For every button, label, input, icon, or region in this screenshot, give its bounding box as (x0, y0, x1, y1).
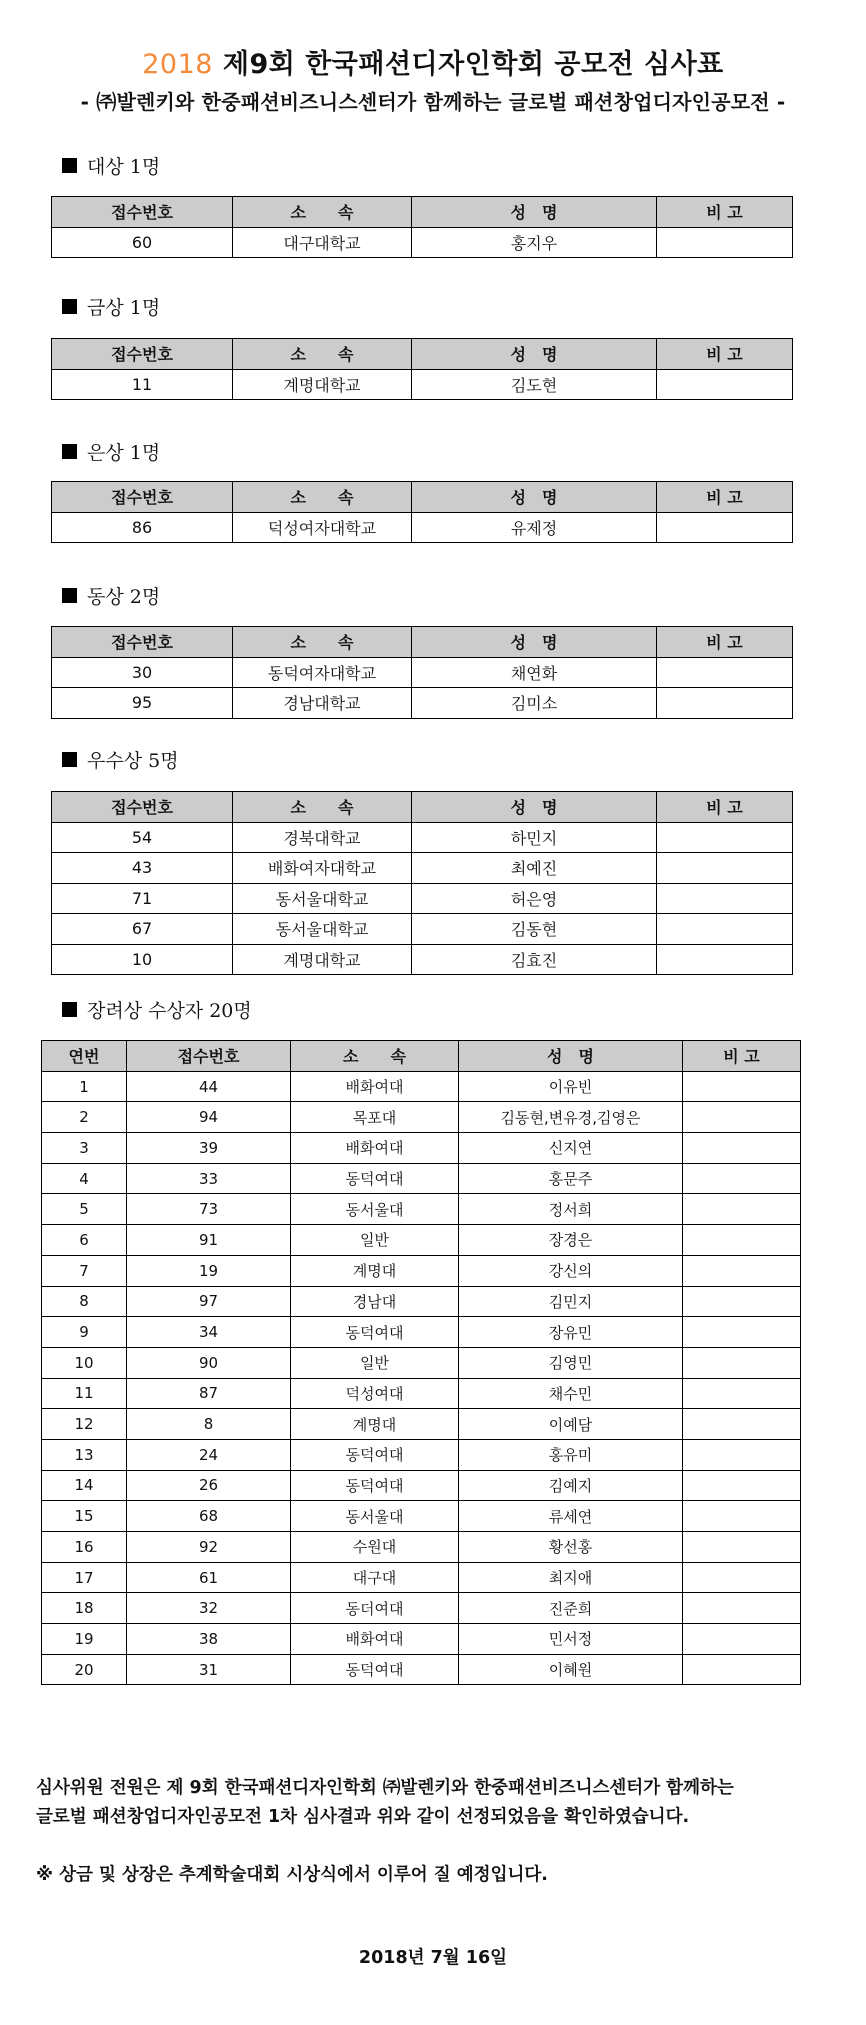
entry-number: 97 (127, 1286, 291, 1317)
remarks (683, 1562, 801, 1593)
section-heading-encouragement: 장려상 수상자 20명 (62, 996, 252, 1023)
document-date: 2018년 7월 16일 (358, 1948, 508, 1968)
table-row (42, 1347, 801, 1378)
closing-statement (36, 1774, 734, 1832)
remarks (683, 1439, 801, 1470)
seq-number: 2 (42, 1102, 127, 1133)
table-row (52, 512, 793, 543)
remarks (683, 1593, 801, 1624)
affiliation: 동서울대학교 (233, 883, 412, 914)
seq-number: 15 (42, 1501, 127, 1532)
col-header-affiliation: 소 속 (233, 627, 412, 658)
winner-name: 류세연 (459, 1501, 683, 1532)
col-header-seq: 연번 (42, 1041, 127, 1072)
encouragement-table (41, 1040, 801, 1685)
winner-name: 김민지 (459, 1286, 683, 1317)
table-row (42, 1439, 801, 1470)
winner-name: 김미소 (412, 688, 657, 719)
title-text: 제9회 한국패션디자인학회 공모전 심사표 (212, 49, 724, 80)
col-header-note: 비 고 (657, 339, 793, 370)
seq-number: 12 (42, 1409, 127, 1440)
entry-number: 61 (127, 1562, 291, 1593)
col-header-affiliation: 소 속 (233, 339, 412, 370)
entry-number: 67 (52, 914, 233, 945)
winner-name: 김동현,변유경,김영은 (459, 1102, 683, 1133)
seq-number: 13 (42, 1439, 127, 1470)
winner-name: 장유민 (459, 1317, 683, 1348)
entry-number: 73 (127, 1194, 291, 1225)
remarks (683, 1163, 801, 1194)
table-header-row (52, 197, 793, 228)
black-square-icon (62, 158, 77, 173)
entry-number: 86 (52, 512, 233, 543)
black-square-icon (62, 752, 77, 767)
table-row (42, 1102, 801, 1133)
remarks (683, 1102, 801, 1133)
affiliation: 동서울대학교 (233, 914, 412, 945)
page-subtitle: - ㈜발렌키와 한중패션비즈니스센터가 함께하는 글로벌 패션창업디자인공모전 - (80, 90, 786, 114)
winner-name: 이혜원 (459, 1654, 683, 1685)
seq-number: 4 (42, 1163, 127, 1194)
col-header-affiliation: 소 속 (233, 482, 412, 513)
col-header-affiliation: 소 속 (291, 1041, 459, 1072)
entry-number: 95 (52, 688, 233, 719)
title-year: 2018 (142, 49, 213, 80)
affiliation: 계명대 (291, 1409, 459, 1440)
col-header-affiliation: 소 속 (233, 197, 412, 228)
seq-number: 16 (42, 1532, 127, 1563)
table-row (42, 1163, 801, 1194)
section-heading-silver-prize: 은상 1명 (62, 438, 160, 465)
remarks (657, 227, 793, 258)
entry-number: 24 (127, 1439, 291, 1470)
entry-number: 19 (127, 1255, 291, 1286)
winner-name: 황선홍 (459, 1532, 683, 1563)
black-square-icon (62, 299, 77, 314)
seq-number: 10 (42, 1347, 127, 1378)
entry-number: 44 (127, 1071, 291, 1102)
entry-number: 54 (52, 822, 233, 853)
silver-prize-table (51, 481, 793, 543)
remarks (683, 1532, 801, 1563)
award-note: ※ 상금 및 상장은 추계학술대회 시상식에서 이루어 질 예정입니다. (36, 1865, 548, 1885)
remarks (657, 657, 793, 688)
table-header-row (42, 1041, 801, 1072)
affiliation: 계명대학교 (233, 944, 412, 975)
col-header-name: 성 명 (459, 1041, 683, 1072)
col-header-name: 성 명 (412, 482, 657, 513)
winner-name: 하민지 (412, 822, 657, 853)
winner-name: 김영민 (459, 1347, 683, 1378)
affiliation: 대구대 (291, 1562, 459, 1593)
remarks (683, 1255, 801, 1286)
entry-number: 8 (127, 1409, 291, 1440)
table-row (52, 853, 793, 884)
entry-number: 10 (52, 944, 233, 975)
seq-number: 5 (42, 1194, 127, 1225)
affiliation: 배화여대 (291, 1133, 459, 1164)
entry-number: 11 (52, 369, 233, 400)
affiliation: 덕성여자대학교 (233, 512, 412, 543)
seq-number: 20 (42, 1654, 127, 1685)
affiliation: 경북대학교 (233, 822, 412, 853)
table-row (52, 657, 793, 688)
winner-name: 신지연 (459, 1133, 683, 1164)
remarks (683, 1378, 801, 1409)
affiliation: 일반 (291, 1225, 459, 1256)
affiliation: 일반 (291, 1347, 459, 1378)
table-row (52, 688, 793, 719)
seq-number: 8 (42, 1286, 127, 1317)
closing-line-1: 심사위원 전원은 제 9회 한국패션디자인학회 ㈜발렌키와 한중패션비즈니스센터가 함께하는 (36, 1778, 734, 1798)
page-title (0, 42, 866, 81)
remarks (657, 688, 793, 719)
affiliation: 동덕여대 (291, 1470, 459, 1501)
table-row (42, 1286, 801, 1317)
winner-name: 채연화 (412, 657, 657, 688)
table-row (52, 822, 793, 853)
col-header-note: 비 고 (657, 482, 793, 513)
entry-number: 33 (127, 1163, 291, 1194)
table-row (42, 1593, 801, 1624)
winner-name: 홍유미 (459, 1439, 683, 1470)
affiliation: 동덕여대 (291, 1654, 459, 1685)
table-row (42, 1532, 801, 1563)
entry-number: 71 (52, 883, 233, 914)
seq-number: 6 (42, 1225, 127, 1256)
remarks (683, 1624, 801, 1655)
seq-number: 11 (42, 1378, 127, 1409)
winner-name: 정서희 (459, 1194, 683, 1225)
table-header-row (52, 792, 793, 823)
seq-number: 9 (42, 1317, 127, 1348)
col-header-affiliation: 소 속 (233, 792, 412, 823)
table-row (42, 1225, 801, 1256)
winner-name: 홍지우 (412, 227, 657, 258)
winner-name: 채수민 (459, 1378, 683, 1409)
bronze-prize-table (51, 626, 793, 719)
col-header-note: 비 고 (657, 792, 793, 823)
table-row (42, 1624, 801, 1655)
affiliation: 계명대 (291, 1255, 459, 1286)
remarks (657, 512, 793, 543)
winner-name: 허은영 (412, 883, 657, 914)
table-row (52, 944, 793, 975)
remarks (683, 1317, 801, 1348)
affiliation: 동덕여자대학교 (233, 657, 412, 688)
col-header-number: 접수번호 (52, 339, 233, 370)
winner-name: 김도현 (412, 369, 657, 400)
entry-number: 32 (127, 1593, 291, 1624)
remarks (683, 1347, 801, 1378)
winner-name: 김예지 (459, 1470, 683, 1501)
seq-number: 7 (42, 1255, 127, 1286)
affiliation: 동더여대 (291, 1593, 459, 1624)
winner-name: 이유빈 (459, 1071, 683, 1102)
table-row (52, 914, 793, 945)
affiliation: 동덕여대 (291, 1439, 459, 1470)
winner-name: 진준희 (459, 1593, 683, 1624)
affiliation: 경남대 (291, 1286, 459, 1317)
entry-number: 90 (127, 1347, 291, 1378)
table-row (42, 1562, 801, 1593)
col-header-name: 성 명 (412, 627, 657, 658)
entry-number: 38 (127, 1624, 291, 1655)
table-row (42, 1194, 801, 1225)
remarks (683, 1470, 801, 1501)
table-header-row (52, 339, 793, 370)
section-heading-excellence-prize: 우수상 5명 (62, 746, 179, 773)
affiliation: 덕성여대 (291, 1378, 459, 1409)
entry-number: 91 (127, 1225, 291, 1256)
col-header-name: 성 명 (412, 197, 657, 228)
seq-number: 18 (42, 1593, 127, 1624)
seq-number: 14 (42, 1470, 127, 1501)
remarks (657, 822, 793, 853)
winner-name: 최지애 (459, 1562, 683, 1593)
col-header-number: 접수번호 (52, 482, 233, 513)
remarks (657, 369, 793, 400)
table-row (42, 1654, 801, 1685)
seq-number: 19 (42, 1624, 127, 1655)
col-header-number: 접수번호 (52, 627, 233, 658)
section-heading-gold-prize: 금상 1명 (62, 293, 160, 320)
black-square-icon (62, 588, 77, 603)
entry-number: 92 (127, 1532, 291, 1563)
affiliation: 계명대학교 (233, 369, 412, 400)
remarks (683, 1654, 801, 1685)
closing-line-2: 글로벌 패션창업디자인공모전 1차 심사결과 위와 같이 선정되었음을 확인하였습니다. (36, 1807, 690, 1827)
black-square-icon (62, 1002, 77, 1017)
affiliation: 수원대 (291, 1532, 459, 1563)
affiliation: 동서울대 (291, 1501, 459, 1532)
seq-number: 3 (42, 1133, 127, 1164)
section-heading-bronze-prize: 동상 2명 (62, 582, 160, 609)
affiliation: 동덕여대 (291, 1163, 459, 1194)
gold-prize-table (51, 338, 793, 400)
winner-name: 강신의 (459, 1255, 683, 1286)
col-header-name: 성 명 (412, 339, 657, 370)
excellence-prize-table (51, 791, 793, 975)
table-header-row (52, 627, 793, 658)
seq-number: 1 (42, 1071, 127, 1102)
col-header-number: 접수번호 (52, 792, 233, 823)
table-header-row (52, 482, 793, 513)
entry-number: 60 (52, 227, 233, 258)
remarks (657, 914, 793, 945)
remarks (683, 1286, 801, 1317)
winner-name: 유제정 (412, 512, 657, 543)
entry-number: 94 (127, 1102, 291, 1133)
entry-number: 26 (127, 1470, 291, 1501)
winner-name: 김동현 (412, 914, 657, 945)
col-header-number: 접수번호 (52, 197, 233, 228)
affiliation: 목포대 (291, 1102, 459, 1133)
table-row (42, 1133, 801, 1164)
affiliation: 배화여자대학교 (233, 853, 412, 884)
seq-number: 17 (42, 1562, 127, 1593)
table-row (42, 1470, 801, 1501)
entry-number: 30 (52, 657, 233, 688)
winner-name: 이예담 (459, 1409, 683, 1440)
table-row (52, 227, 793, 258)
winner-name: 장경은 (459, 1225, 683, 1256)
col-header-note: 비 고 (683, 1041, 801, 1072)
entry-number: 39 (127, 1133, 291, 1164)
affiliation: 배화여대 (291, 1624, 459, 1655)
remarks (657, 944, 793, 975)
affiliation: 배화여대 (291, 1071, 459, 1102)
table-row (42, 1255, 801, 1286)
col-header-note: 비 고 (657, 197, 793, 228)
remarks (657, 883, 793, 914)
remarks (683, 1225, 801, 1256)
winner-name: 민서정 (459, 1624, 683, 1655)
table-row (52, 883, 793, 914)
remarks (683, 1194, 801, 1225)
entry-number: 43 (52, 853, 233, 884)
entry-number: 87 (127, 1378, 291, 1409)
affiliation: 대구대학교 (233, 227, 412, 258)
affiliation: 경남대학교 (233, 688, 412, 719)
black-square-icon (62, 444, 77, 459)
table-row (52, 369, 793, 400)
grand-prize-table (51, 196, 793, 258)
table-row (42, 1317, 801, 1348)
remarks (657, 853, 793, 884)
remarks (683, 1409, 801, 1440)
remarks (683, 1071, 801, 1102)
col-header-note: 비 고 (657, 627, 793, 658)
table-row (42, 1378, 801, 1409)
table-row (42, 1409, 801, 1440)
entry-number: 68 (127, 1501, 291, 1532)
affiliation: 동서울대 (291, 1194, 459, 1225)
table-row (42, 1071, 801, 1102)
winner-name: 최예진 (412, 853, 657, 884)
col-header-name: 성 명 (412, 792, 657, 823)
col-header-number: 접수번호 (127, 1041, 291, 1072)
winner-name: 홍문주 (459, 1163, 683, 1194)
remarks (683, 1133, 801, 1164)
entry-number: 34 (127, 1317, 291, 1348)
section-heading-grand-prize: 대상 1명 (62, 152, 160, 179)
affiliation: 동덕여대 (291, 1317, 459, 1348)
entry-number: 31 (127, 1654, 291, 1685)
winner-name: 김효진 (412, 944, 657, 975)
table-row (42, 1501, 801, 1532)
remarks (683, 1501, 801, 1532)
